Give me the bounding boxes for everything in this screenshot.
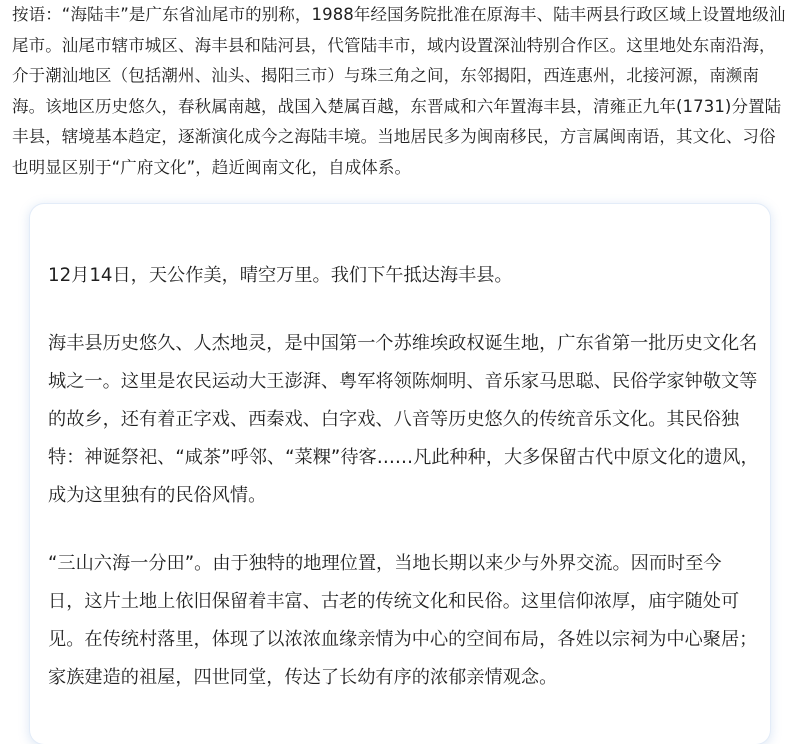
paragraph-line: 12月14日，天公作美，晴空万里。我们下午抵达海丰县。 (48, 265, 513, 286)
paragraph-line: 成为这里独有的民俗风情。 (48, 485, 267, 506)
paragraph-line: 城之一。这里是农民运动大王澎湃、粤军将领陈炯明、音乐家马思聪、民俗学家钟敬文等 (48, 371, 758, 392)
intro-line: 也明显区别于“广府文化”，趋近闽南文化，自成体系。 (12, 157, 412, 177)
paragraph-line: 家族建造的祖屋，四世同堂，传达了长幼有序的浓郁亲情观念。 (48, 667, 558, 688)
intro-line: 尾市。汕尾市辖市城区、海丰县和陆河县，代管陆丰市，域内设置深汕特别合作区。这里地处东南沿海， (12, 35, 776, 55)
paragraph-line: 海丰县历史悠久、人杰地灵，是中国第一个苏维埃政权诞生地，广东省第一批历史文化名 (48, 333, 758, 354)
paragraph-line: “三山六海一分田”。由于独特的地理位置，当地长期以来少与外界交流。因而时至今 (48, 553, 722, 574)
article-paragraph-history (48, 325, 768, 515)
paragraph-line: 见。在传统村落里，体现了以浓浓血缘亲情为中心的空间布局，各姓以宗祠为中心聚居； (48, 629, 758, 650)
paragraph-line: 日，这片土地上依旧保留着丰富、古老的传统文化和民俗。这里信仰浓厚，庙宇随处可 (48, 591, 740, 612)
intro-line: 介于潮汕地区（包括潮州、汕头、揭阳三市）与珠三角之间，东邻揭阳，西连惠州，北接河源，南濒南 (12, 66, 759, 85)
intro-line: 丰县，辖境基本趋定，逐渐演化成今之海陆丰境。当地居民多为闽南移民，方言属闽南语，其文化、习俗 (12, 127, 776, 146)
paragraph-line: 特：神诞祭祀、“咸茶”呼邻、“菜粿”待客……凡此种种，大多保留古代中原文化的遗风， (48, 447, 759, 468)
article-paragraph-date (48, 257, 768, 295)
article-paragraph-culture (48, 545, 768, 697)
paragraph-line: 的故乡，还有着正字戏、西秦戏、白字戏、八音等历史悠久的传统音乐文化。其民俗独 (48, 409, 740, 430)
intro-line: 按语：“海陆丰”是广东省汕尾市的别称，1988年经国务院批准在原海丰、陆丰两县行政区域上设置地级汕 (12, 5, 786, 24)
intro-line: 海。该地区历史悠久，春秋属南越，战国入楚属百越，东晋咸和六年置海丰县，清雍正九年(1731)分置陆 (12, 96, 782, 116)
article-body (48, 257, 768, 697)
intro-note (12, 0, 792, 183)
